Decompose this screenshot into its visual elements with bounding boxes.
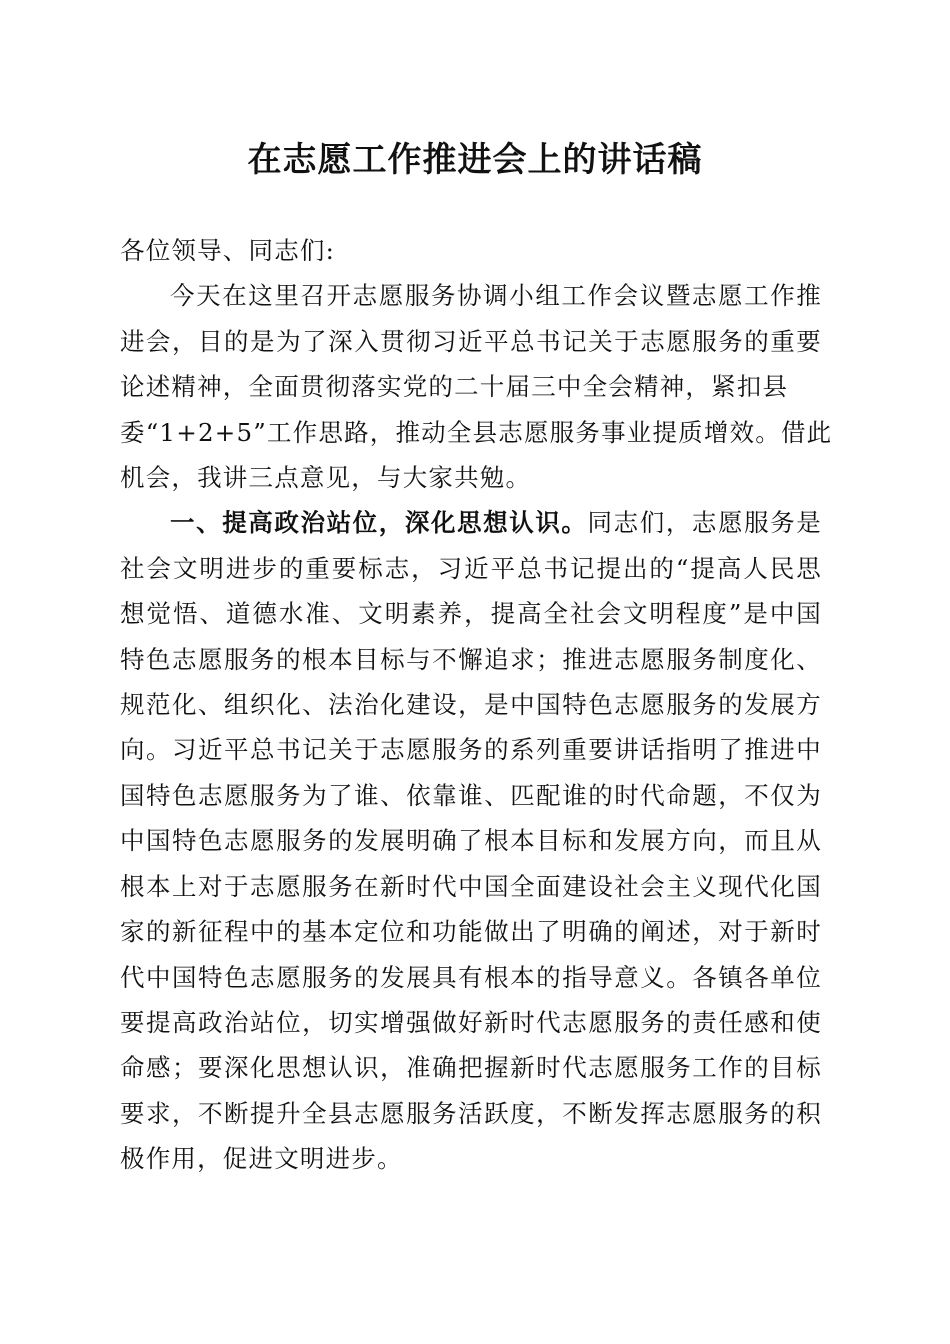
paragraph-opening xyxy=(120,273,833,500)
paragraph-section-one xyxy=(120,500,822,1181)
paragraph-line: 国特色志愿服务为了谁、依靠谁、匹配谁的时代命题，不仅为 xyxy=(120,780,822,810)
paragraph-line: 中国特色志愿服务的发展明确了根本目标和发展方向，而且从 xyxy=(120,826,822,856)
paragraph-line xyxy=(120,500,822,545)
paragraph-line: 家的新征程中的基本定位和功能做出了明确的阐述，对于新时 xyxy=(120,917,822,947)
paragraph-line: 委“1+2+5”工作思路，推动全县志愿服务事业提质增效。借此 xyxy=(120,417,833,447)
paragraph-line: 今天在这里召开志愿服务协调小组工作会议暨志愿工作推 xyxy=(170,281,822,311)
section-heading: 一、提高政治站位，深化思想认识。 xyxy=(170,508,588,538)
paragraph-line: 论述精神，全面贯彻落实党的二十届三中全会精神，紧扣县 xyxy=(120,372,789,402)
paragraph-line: 规范化、组织化、法治化建设，是中国特色志愿服务的发展方 xyxy=(120,690,822,720)
paragraph-line: 根本上对于志愿服务在新时代中国全面建设社会主义现代化国 xyxy=(120,871,822,901)
paragraph-line: 极作用，促进文明进步。 xyxy=(120,1144,403,1174)
paragraph-line: 特色志愿服务的根本目标与不懈追求；推进志愿服务制度化、 xyxy=(120,644,822,674)
document-body xyxy=(120,228,833,1182)
paragraph-line: 代中国特色志愿服务的发展具有根本的指导意义。各镇各单位 xyxy=(120,962,822,992)
salutation: 各位领导、同志们: xyxy=(120,236,336,265)
paragraph-line: 向。习近平总书记关于志愿服务的系列重要讲话指明了推进中 xyxy=(120,735,822,765)
paragraph-line: 想觉悟、道德水准、文明素养，提高全社会文明程度”是中国 xyxy=(120,599,822,629)
paragraph-line: 机会，我讲三点意见，与大家共勉。 xyxy=(120,463,532,493)
paragraph-line: 命感；要深化思想认识，准确把握新时代志愿服务工作的目标 xyxy=(120,1053,822,1083)
section-heading-continuation: 同志们，志愿服务是 xyxy=(587,508,822,538)
paragraph-line: 要求，不断提升全县志愿服务活跃度，不断发挥志愿服务的积 xyxy=(120,1098,822,1128)
paragraph-line: 社会文明进步的重要标志，习近平总书记提出的“提高人民思 xyxy=(120,553,822,583)
document-title: 在志愿工作推进会上的讲话稿 xyxy=(247,140,703,180)
paragraph-line: 要提高政治站位，切实增强做好新时代志愿服务的责任感和使 xyxy=(120,1007,822,1037)
paragraph-line: 进会，目的是为了深入贯彻习近平总书记关于志愿服务的重要 xyxy=(120,326,822,356)
